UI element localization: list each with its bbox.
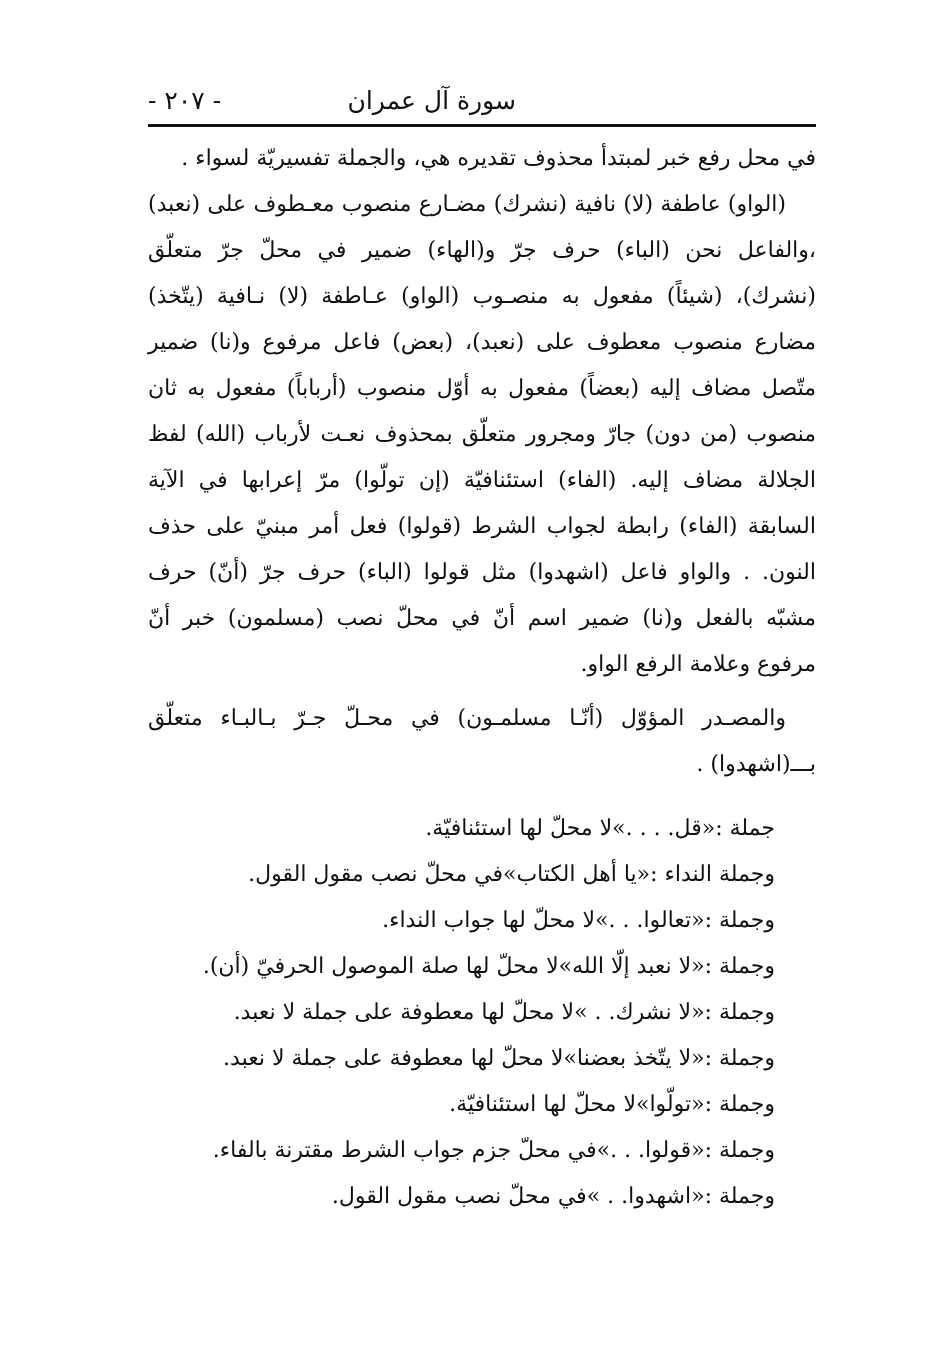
- sentence-item: جملة :«قل. . . .»لا محلّ لها استئنافيّة.: [425, 816, 775, 841]
- sentence-item: وجملة :«لا يتّخذ بعضنا»لا محلّ لها معطوفة على جملة لا نعبد.: [223, 1046, 775, 1071]
- paragraph-3: والمصـدر المؤوّل (أنّـا مسلمـون) في محـلّ جـرّ بـالبـاء متعلّق بـــ(اشهدوا) .: [148, 706, 816, 777]
- page-number: - ٢٠٧ -: [148, 86, 222, 115]
- sentence-analysis-list: [115, 806, 775, 1220]
- sentence-item: وجملة :«اشهدوا. . »في محلّ نصب مقول القول.: [331, 1184, 775, 1209]
- surah-title: سورة آل عمران: [347, 86, 516, 115]
- paragraph-1: في محل رفع خبر لمبتدأ محذوف تقديره هي، والجملة تفسيريّة لسواء .: [181, 146, 816, 171]
- page-header: [148, 74, 816, 124]
- body-text: [148, 136, 816, 788]
- sentence-item: وجملة :«تولّوا»لا محلّ لها استئنافيّة.: [449, 1092, 775, 1117]
- sentence-item: وجملة :«لا نعبد إلّا الله»لا محلّ لها صلة الموصول الحرفيّ (أن).: [202, 954, 775, 979]
- sentence-item: وجملة :«قولوا. . .»في محلّ جزم جواب الشرط مقترنة بالفاء.: [212, 1138, 775, 1163]
- sentence-item: وجملة :«تعالوا. . .»لا محلّ لها جواب النداء.: [382, 908, 775, 933]
- sentence-item: وجملة :«لا نشرك. . »لا محلّ لها معطوفة على جملة لا نعبد.: [233, 1000, 775, 1025]
- header-divider: [148, 124, 816, 127]
- paragraph-2: (الواو) عاطفة (لا) نافية (نشرك) مضـارع منصوب معـطوف على (نعبد) ،والفاعل نحن (الباء) حرف جرّ و(الهاء) ضمير في محلّ جرّ متعلّق (نشرك)، (شيئاً) مفعول به منصـوب (الواو) عـاطفة (لا) نـافية (يتّخذ) مضارع منصوب معطوف على (نعبد)، (بعض) فاعل مرفوع و(نا) ضمير متّصل مضاف إليه (بعضاً) مفعول به أوّل منصوب (أرباباً) مفعول به ثان منصوب (من دون) جارّ ومجرور متعلّق بمحذوف نعـت لأرباب (الله) لفظ الجلالة مضاف إليه. (الفاء) استئنافيّة (إن تولّوا) مرّ إعرابها في الآية السابقة (الفاء) رابطة لجواب الشرط (قولوا) فعل أمر مبنيّ على حذف النون. . والواو فاعل (اشهدوا) مثل قولوا (الباء) حرف جرّ (أنّ) حرف مشبّه بالفعل و(نا) ضمير اسم أنّ في محلّ نصب (مسلمون) خبر أنّ مرفوع وعلامة الرفع الواو.: [148, 192, 816, 677]
- sentence-item: وجملة النداء :«يا أهل الكتاب»في محلّ نصب مقول القول.: [248, 862, 775, 887]
